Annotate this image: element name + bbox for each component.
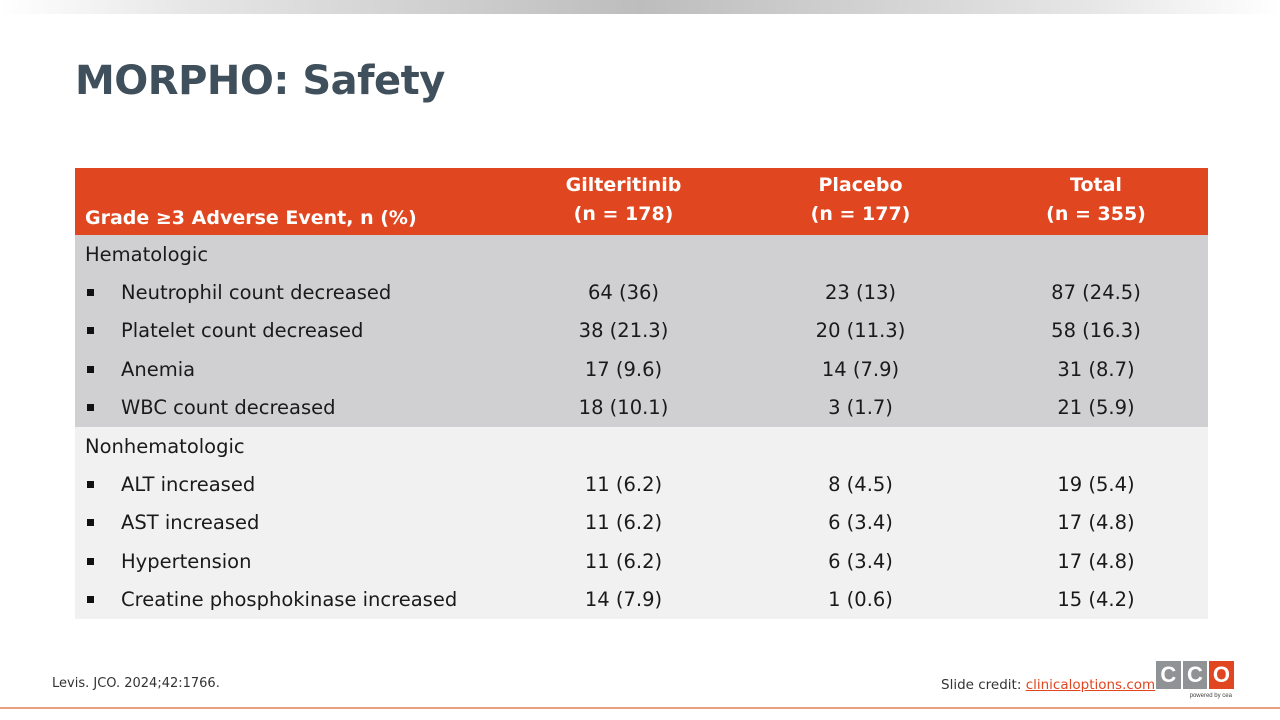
placebo-cell: 6 (3.4)	[828, 511, 893, 535]
safety-table	[75, 168, 1208, 619]
placebo-cell: 23 (13)	[824, 281, 897, 305]
bottom-accent-line	[0, 707, 1280, 709]
section-row	[75, 427, 1208, 465]
event-label: Anemia	[121, 357, 196, 381]
gilteritinib-cell: 38 (21.3)	[578, 319, 669, 343]
logo-powered-by: powered by cea	[1189, 693, 1232, 699]
event-label: Platelet count decreased	[121, 319, 364, 343]
total-cell: 87 (24.5)	[1051, 281, 1141, 305]
placebo-cell: 14 (7.9)	[821, 357, 900, 381]
gilteritinib-cell: 11 (6.2)	[584, 473, 663, 497]
nonhematologic-group	[75, 427, 1208, 619]
credit-label: Slide credit:	[941, 677, 1022, 693]
total-cell: 31 (8.7)	[1057, 357, 1135, 381]
gilteritinib-cell: 11 (6.2)	[584, 549, 663, 573]
clinicaloptions-link[interactable]: clinicaloptions.com	[1025, 677, 1156, 693]
hematologic-group	[75, 235, 1208, 427]
bullet-icon	[87, 558, 94, 565]
header-gilteritinib	[510, 171, 737, 229]
event-cell	[75, 358, 510, 381]
header-total-n: (n = 355)	[1046, 203, 1146, 225]
event-label: AST increased	[121, 511, 260, 535]
total-cell: 15 (4.2)	[1057, 588, 1135, 612]
event-cell	[75, 281, 510, 304]
total-cell: 17 (4.8)	[1057, 549, 1135, 573]
total-cell: 58 (16.3)	[1051, 319, 1141, 343]
section-row	[75, 235, 1208, 273]
table-row	[75, 389, 1208, 427]
total-cell: 17 (4.8)	[1057, 511, 1135, 535]
header-gilteritinib-label: Gilteritinib	[565, 174, 682, 196]
bullet-icon	[87, 327, 94, 334]
event-cell	[75, 511, 510, 534]
bullet-icon	[87, 366, 94, 373]
event-label: WBC count decreased	[121, 396, 336, 420]
event-cell	[75, 396, 510, 419]
total-cell: 21 (5.9)	[1057, 396, 1135, 420]
header-total	[984, 171, 1208, 229]
header-placebo-n: (n = 177)	[810, 203, 911, 225]
gilteritinib-cell: 64 (36)	[587, 281, 660, 305]
section-label-hematologic: Hematologic	[85, 242, 209, 266]
table-row	[75, 273, 1208, 311]
bullet-icon	[87, 481, 94, 488]
bullet-icon	[87, 596, 94, 603]
gilteritinib-cell: 14 (7.9)	[584, 588, 663, 612]
event-label: ALT increased	[121, 473, 256, 497]
header-placebo	[737, 171, 984, 229]
placebo-cell: 1 (0.6)	[828, 588, 893, 612]
table-header	[75, 168, 1208, 235]
placebo-cell: 8 (4.5)	[828, 473, 893, 497]
header-gilteritinib-n: (n = 178)	[573, 203, 674, 225]
placebo-cell: 3 (1.7)	[828, 396, 893, 420]
table-row	[75, 350, 1208, 388]
logo-letter-c1: C	[1156, 661, 1181, 689]
header-event: Grade ≥3 Adverse Event, n (%)	[85, 207, 417, 229]
header-placebo-label: Placebo	[818, 174, 903, 196]
total-cell: 19 (5.4)	[1057, 473, 1135, 497]
cco-logo	[1156, 661, 1234, 705]
event-label: Hypertension	[121, 549, 252, 573]
table-row	[75, 504, 1208, 542]
table-row	[75, 312, 1208, 350]
table-row	[75, 581, 1208, 619]
table-row	[75, 465, 1208, 503]
placebo-cell: 20 (11.3)	[815, 319, 906, 343]
event-cell	[75, 319, 510, 342]
logo-letter-c2: C	[1183, 661, 1208, 689]
table-row	[75, 542, 1208, 580]
top-gradient-bar	[0, 0, 1280, 14]
event-cell	[75, 588, 510, 611]
logo-letters	[1156, 661, 1234, 689]
event-cell	[75, 473, 510, 496]
event-label: Neutrophil count decreased	[121, 281, 392, 305]
bullet-icon	[87, 519, 94, 526]
gilteritinib-cell: 11 (6.2)	[584, 511, 663, 535]
bullet-icon	[87, 404, 94, 411]
section-label-nonhematologic: Nonhematologic	[85, 434, 245, 458]
event-cell	[75, 550, 510, 573]
logo-letter-o: O	[1209, 661, 1234, 689]
gilteritinib-cell: 18 (10.1)	[578, 396, 669, 420]
gilteritinib-cell: 17 (9.6)	[584, 357, 663, 381]
slide-title: MORPHO: Safety	[75, 58, 445, 104]
header-total-label: Total	[1070, 174, 1122, 196]
bullet-icon	[87, 289, 94, 296]
placebo-cell: 6 (3.4)	[828, 549, 893, 573]
slide-credit	[941, 677, 1155, 693]
event-label: Creatine phosphokinase increased	[121, 588, 458, 612]
citation: Levis. JCO. 2024;42:1766.	[52, 676, 220, 691]
